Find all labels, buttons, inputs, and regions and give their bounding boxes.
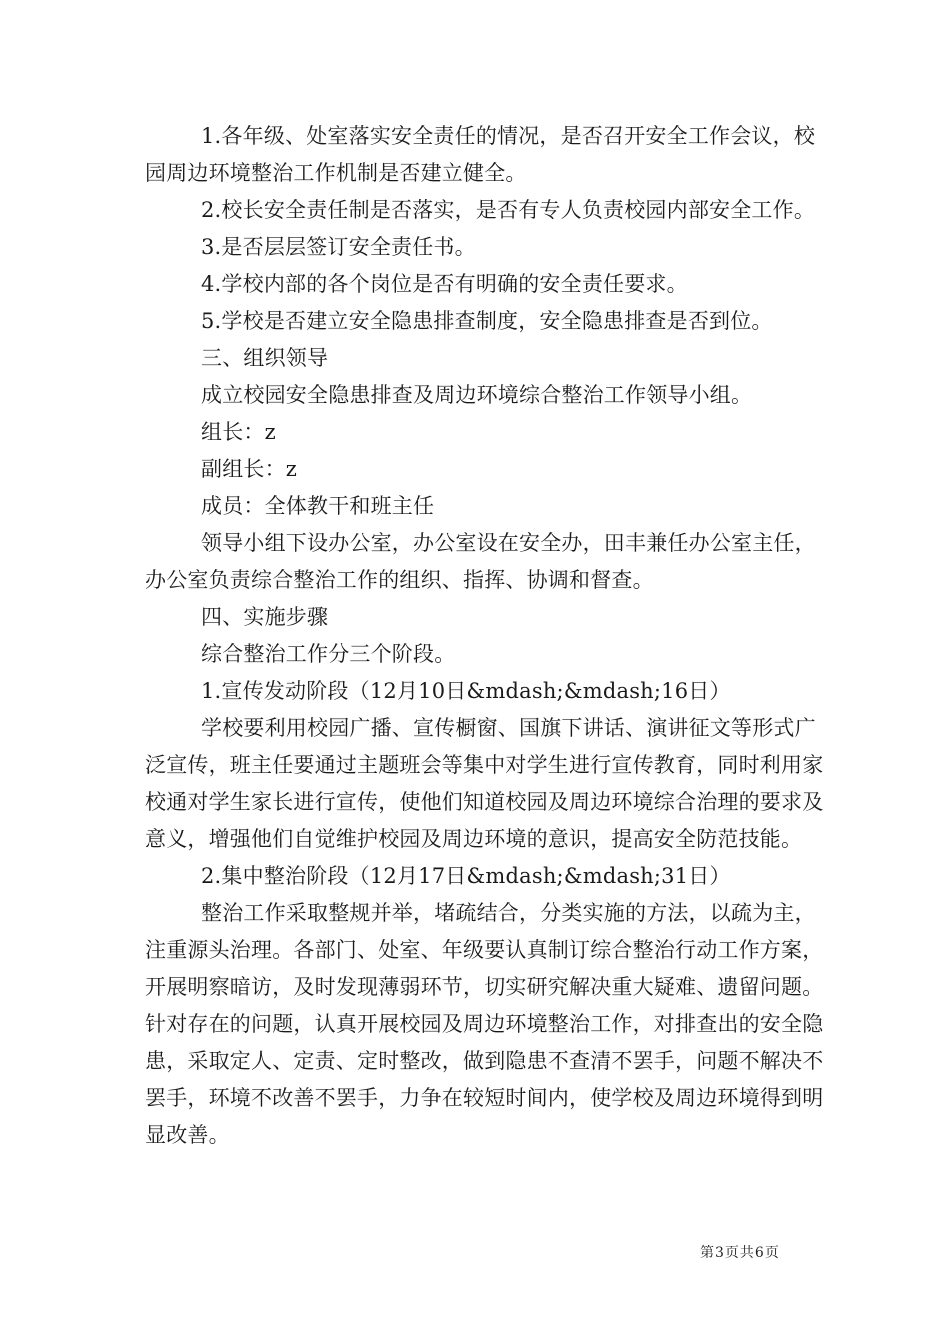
paragraph: 3.是否层层签订安全责任书。 bbox=[201, 235, 476, 259]
page-number-footer: 第3页共6页 bbox=[700, 1245, 780, 1261]
paragraph: 4.学校内部的各个岗位是否有明确的安全责任要求。 bbox=[201, 272, 688, 296]
paragraph: 副组长：z bbox=[201, 457, 298, 481]
paragraph: 领导小组下设办公室，办公室设在安全办，田丰兼任办公室主任，办公室负责综合整治工作的组织、指挥、协调和督查。 bbox=[145, 531, 816, 592]
paragraph: 成立校园安全隐患排查及周边环境综合整治工作领导小组。 bbox=[201, 383, 753, 407]
paragraph: 整治工作采取整规并举，堵疏结合，分类实施的方法，以疏为主，注重源头治理。各部门、处室、年级要认真制订综合整治行动工作方案，开展明察暗访，及时发现薄弱环节，切实研究解决重大疑难、遗留问题。针对存在的问题，认真开展校园及周边环境整治工作，对排查出的安全隐患，采取定人、定责、定时整改，做到隐患不查清不罢手，问题不解决不罢手，环境不改善不罢手，力争在较短时间内，使学校及周边环境得到明显改善。 bbox=[145, 901, 824, 1147]
paragraph: 综合整治工作分三个阶段。 bbox=[201, 642, 456, 666]
paragraph: 5.学校是否建立安全隐患排查制度，安全隐患排查是否到位。 bbox=[201, 309, 773, 333]
paragraph: 2.校长安全责任制是否落实，是否有专人负责校园内部安全工作。 bbox=[201, 198, 816, 222]
document-body bbox=[145, 118, 833, 1154]
paragraph: 学校要利用校园广播、宣传橱窗、国旗下讲话、演讲征文等形式广泛宣传，班主任要通过主题班会等集中对学生进行宣传教育，同时利用家校通对学生家长进行宣传，使他们知道校园及周边环境综合治理的要求及意义，增强他们自觉维护校园及周边环境的意识，提高安全防范技能。 bbox=[145, 716, 824, 851]
section-heading: 三、组织领导 bbox=[201, 346, 329, 370]
section-heading: 四、实施步骤 bbox=[201, 605, 329, 629]
paragraph: 1.各年级、处室落实安全责任的情况，是否召开安全工作会议，校园周边环境整治工作机制是否建立健全。 bbox=[145, 124, 816, 185]
paragraph: 2.集中整治阶段（12月17日&mdash;&mdash;31日） bbox=[201, 864, 731, 888]
paragraph: 1.宣传发动阶段（12月10日&mdash;&mdash;16日） bbox=[201, 679, 731, 703]
paragraph: 成员：全体教干和班主任 bbox=[201, 494, 435, 518]
paragraph: 组长：z bbox=[201, 420, 276, 444]
